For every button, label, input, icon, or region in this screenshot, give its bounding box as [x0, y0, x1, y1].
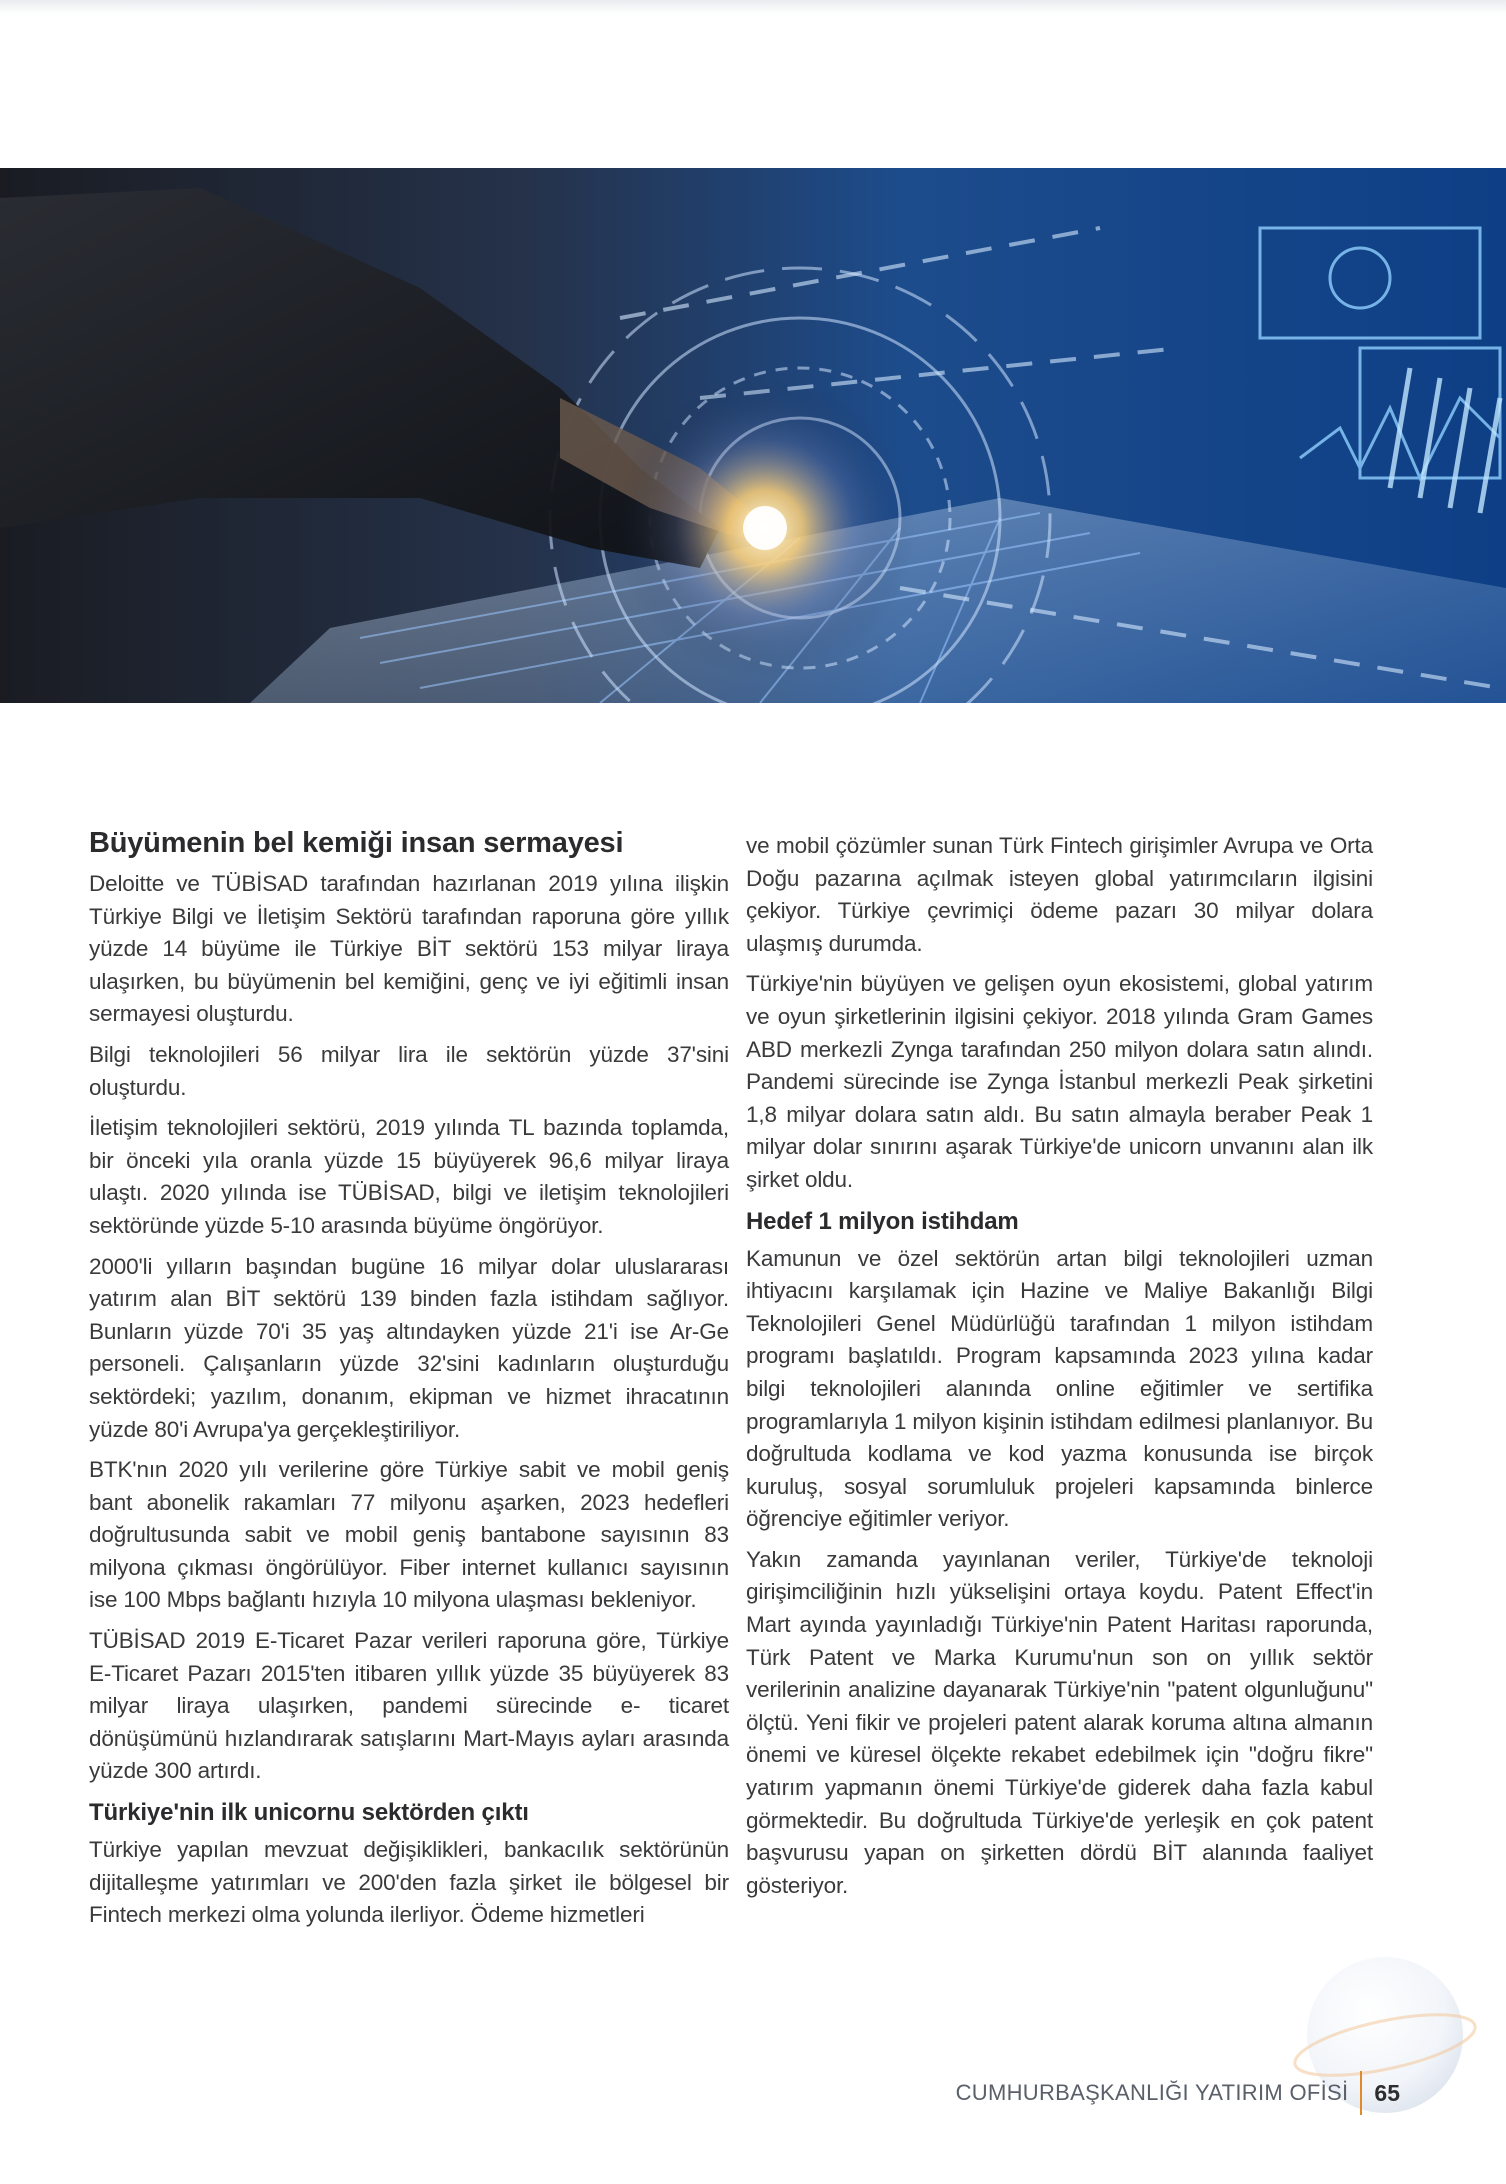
hero-image	[0, 168, 1506, 703]
article-column-right	[746, 830, 1373, 1910]
section-heading-insan-sermayesi: Büyümenin bel kemiği insan sermayesi	[89, 827, 624, 859]
paragraph: Kamunun ve özel sektörün artan bilgi teknolojileri uzman ihtiyacını karşılamak için Hazine ve Maliye Bakanlığı Bilgi Teknolojileri Genel Müdürlüğü tarafından 1 milyon istihdam programı başlatıldı. Program kapsamında 2023 yılına kadar bilgi teknolojileri alanında online eğitimler ve sertifika programlarıyla 1 milyon kişinin istihdam edilmesi planlanıyor. Bu doğrultuda kodlama ve kod yazma konusunda ise birçok kuruluş, sosyal sorumluluk projeleri kapsamında binlerce öğrenciye eğitimler veriyor.	[746, 1245, 1373, 1532]
paragraph: TÜBİSAD 2019 E-Ticaret Pazar verileri raporuna göre, Türkiye E-Ticaret Pazarı 2015'ten itibaren yıllık yüzde 35 büyüyerek 83 milyar liraya ulaşırken, pandemi sürecinde e- ticaret dönüşümünü hızlandırarak satışlarını Mart-Mayıs ayları arasında yüzde 300 artırdı.	[89, 1628, 729, 1784]
article-column-left	[89, 822, 729, 1940]
paragraph: 2000'li yılların başından bugüne 16 milyar dolar uluslararası yatırım alan BİT sektörü 139 binden fazla istihdam sağlıyor. Bunların yüzde 70'i 35 yaş altındayken yüzde 21'i ise Ar-Ge personeli. Çalışanların yüzde 32'sini kadınların oluşturduğu sektördeki; yazılım, donanım, ekipman ve hizmet ihracatının yüzde 80'i Avrupa'ya gerçekleştiriliyor.	[89, 1253, 729, 1442]
paragraph: BTK'nın 2020 yılı verilerine göre Türkiye sabit ve mobil geniş bant abonelik rakamları 77 milyonu aşarken, 2023 hedefleri doğrultusunda sabit ve mobil geniş bantabone sayısının 83 milyona çıkması öngörülüyor. Fiber internet kullanıcı sayısının ise 100 Mbps bağlantı hızıyla 10 milyona ulaşması bekleniyor.	[89, 1457, 729, 1613]
paragraph: Bilgi teknolojileri 56 milyar lira ile sektörün yüzde 37'sini oluşturdu.	[89, 1041, 729, 1100]
paragraph: Türkiye yapılan mevzuat değişiklikleri, bankacılık sektörünün dijitalleşme yatırımları ve 200'den fazla şirket ile bölgesel bir Fintech merkezi olma yolunda ilerliyor. Ödeme hizmetleri	[89, 1837, 729, 1928]
subheading-hedef-istihdam: Hedef 1 milyon istihdam	[746, 1207, 1019, 1235]
footer-divider	[1360, 2071, 1362, 2115]
page-number: 65	[1374, 2079, 1400, 2106]
paragraph: Türkiye'nin büyüyen ve gelişen oyun ekosistemi, global yatırım ve oyun şirketlerinin ilgisini çekiyor. 2018 yılında Gram Games ABD merkezli Zynga tarafından 250 milyon dolara satın alındı. Pandemi sürecinde ise Zynga İstanbul merkezli Peak şirketini 1,8 milyar dolara satın aldı. Bu satın almayla beraber Peak 1 milyar dolar sınırını aşarak Türkiye'de unicorn unvanını alan ilk şirket oldu.	[746, 971, 1373, 1192]
paragraph: ve mobil çözümler sunan Türk Fintech girişimler Avrupa ve Orta Doğu pazarına açılmak isteyen global yatırımcıların ilgisini çekiyor. Türkiye çevrimiçi ödeme pazarı 30 milyar dolara ulaşmış durumda.	[746, 833, 1373, 956]
paragraph: İletişim teknolojileri sektörü, 2019 yılında TL bazında toplamda, bir önceki yıla oranla yüzde 15 büyüyerek 96,6 milyar liraya ulaştı. 2020 yılında ise TÜBİSAD, bilgi ve iletişim teknolojileri sektöründe yüzde 5-10 arasında büyüme öngörüyor.	[89, 1115, 729, 1238]
paragraph: Deloitte ve TÜBİSAD tarafından hazırlanan 2019 yılına ilişkin Türkiye Bilgi ve İletişim Sektörü tarafından raporuna göre yıllık yüzde 14 büyüme ile Türkiye BİT sektörü 153 milyar liraya ulaşırken, bu büyümenin bel kemiğini, genç ve iyi eğitimli insan sermayesi oluşturdu.	[89, 871, 729, 1027]
page-footer	[956, 2071, 1400, 2115]
tech-hand-hologram-image	[0, 168, 1506, 703]
paragraph: Yakın zamanda yayınlanan veriler, Türkiye'de teknoloji girişimciliğinin hızlı yükselişini ortaya koydu. Patent Effect'in Mart ayında yayınladığı Türkiye'nin Patent Haritası raporunda, Türk Patent ve Marka Kurumu'nun son on yıllık sektör verilerinin analizine dayanarak Türkiye'nin "patent olgunluğunu" ölçtü. Yeni fikir ve projeleri patent alarak koruma altına almanın önemi ve küresel ölçekte rekabet edebilmek için "doğru fikre" yatırım yapmanın önemi Türkiye'de giderek daha fazla kabul görmektedir. Bu doğrultuda Türkiye'de yerleşik en çok patent başvurusu yapan on şirketten dördü BİT alanında faaliyet gösteriyor.	[746, 1546, 1373, 1898]
footer-publisher: CUMHURBAŞKANLIĞI YATIRIM OFİSİ	[955, 2080, 1349, 2105]
subheading-unicorn: Türkiye'nin ilk unicornu sektörden çıktı	[89, 1799, 529, 1827]
page-edge	[0, 0, 1506, 14]
